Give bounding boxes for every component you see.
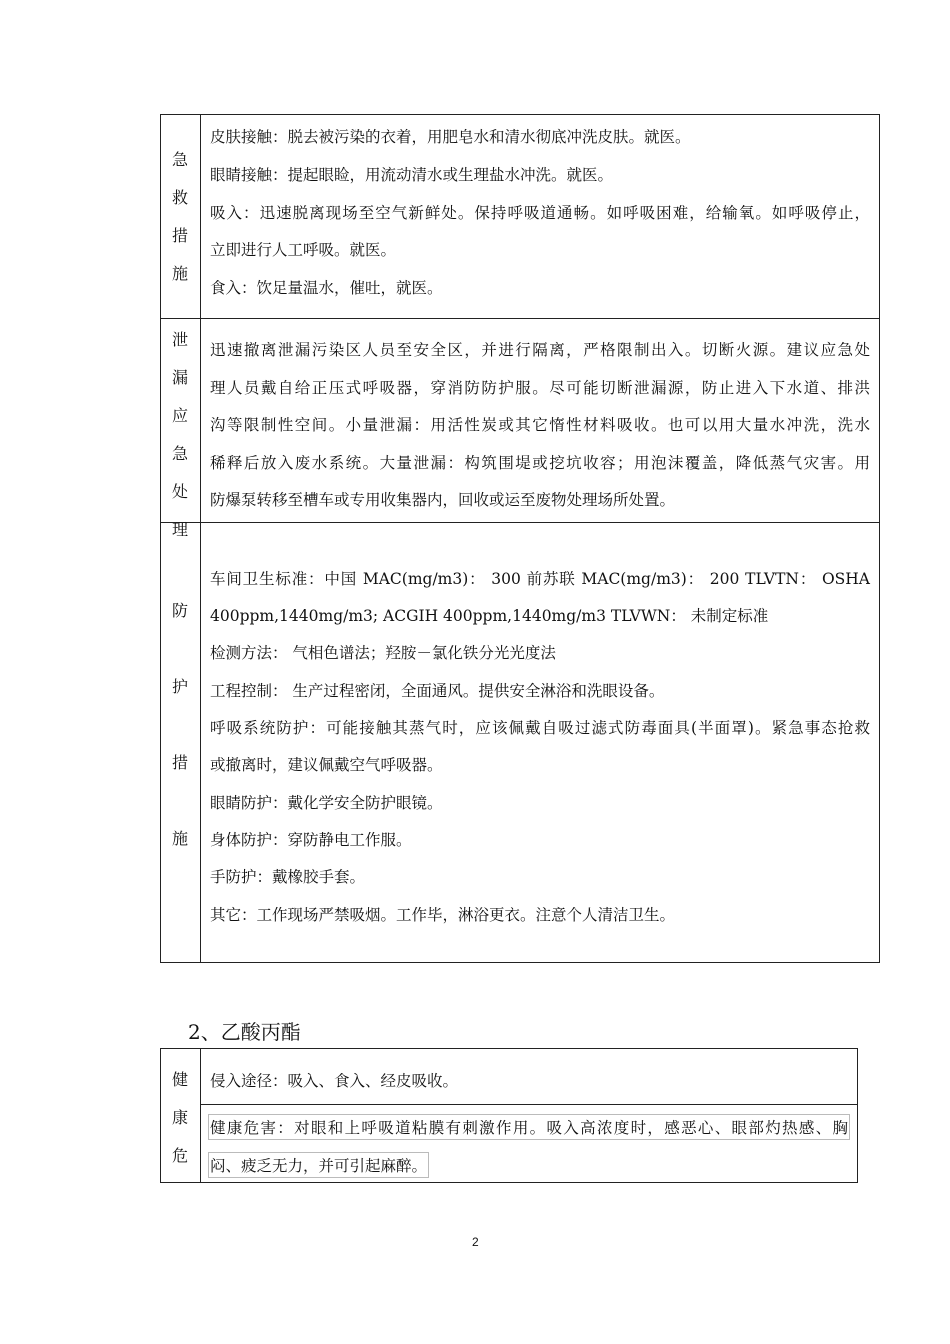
leak-line: 沟等限制性空间。小量泄漏：用活性炭或其它惰性材料吸收。也可以用大量水冲洗，洗水 [210,416,870,434]
hazard-line: 健康危害：对眼和上呼吸道粘膜有刺激作用。吸入高浓度时，感恶心、眼部灼热感、胸 [210,1116,848,1138]
hygiene-standard-line: 400ppm,1440mg/m3; ACGIH 400ppm,1440mg/m3 TLVWN： 未制定标准 [210,607,769,625]
first-aid-line: 皮肤接触：脱去被污染的衣着，用肥皂水和清水彻底冲洗皮肤。就医。 [210,128,691,146]
leak-line: 防爆泵转移至槽车或专用收集器内，回收或运至废物处理场所处置。 [210,491,676,509]
leak-line: 理人员戴自给正压式呼吸器，穿消防防护服。尽可能切断泄漏源，防止进入下水道、排洪 [210,379,870,397]
hygiene-standard-line: 车间卫生标准：中国 MAC(mg/m3)： 300 前苏联 MAC(mg/m3)： 200 TLVTN： OSHA [210,570,870,588]
row-divider [160,318,880,319]
table-column-divider [200,114,201,963]
leak-label: 泄 漏 应 急 处 理 [171,330,188,539]
protection-line: 呼吸系统防护：可能接触其蒸气时，应该佩戴自吸过滤式防毒面具(半面罩)。紧急事态抢救 [210,719,870,737]
row-divider [200,1104,858,1105]
protection-line: 身体防护：穿防静电工作服。 [210,831,412,849]
route-line: 侵入途径：吸入、食入、经皮吸收。 [210,1072,459,1090]
protection-line: 工程控制： 生产过程密闭，全面通风。提供安全淋浴和洗眼设备。 [210,682,665,700]
section-heading: 2、乙酸丙酯 [188,1020,301,1044]
first-aid-line: 食入：饮足量温水，催吐，就医。 [210,279,443,297]
first-aid-label: 急 救 措 施 [171,150,188,283]
first-aid-line: 立即进行人工呼吸。就医。 [210,241,397,259]
first-aid-line: 吸入：迅速脱离现场至空气新鲜处。保持呼吸道通畅。如呼吸困难，给输氧。如呼吸停止， [210,204,870,222]
first-aid-line: 眼睛接触：提起眼睑，用流动清水或生理盐水冲洗。就医。 [210,166,614,184]
row-divider [160,522,880,523]
table-column-divider [200,1048,201,1183]
protection-line: 检测方法： 气相色谱法；羟胺－氯化铁分光光度法 [210,644,556,662]
leak-line: 稀释后放入废水系统。大量泄漏：构筑围堤或挖坑收容；用泡沫覆盖，降低蒸气灾害。用 [210,454,870,472]
health-label: 健 康 危 [171,1070,188,1165]
page-number: 2 [472,1235,479,1249]
leak-line: 迅速撤离泄漏污染区人员至安全区，并进行隔离，严格限制出入。切断火源。建议应急处 [210,341,870,359]
hazard-line: 闷、疲乏无力，并可引起麻醉。 [210,1154,427,1176]
protection-line: 其它：工作现场严禁吸烟。工作毕，淋浴更衣。注意个人清洁卫生。 [210,906,676,924]
protection-label: 防 护 措 施 [171,601,188,848]
protection-line: 手防护：戴橡胶手套。 [210,868,366,886]
protection-line: 或撤离时，建议佩戴空气呼吸器。 [210,756,443,774]
protection-line: 眼睛防护：戴化学安全防护眼镜。 [210,794,443,812]
